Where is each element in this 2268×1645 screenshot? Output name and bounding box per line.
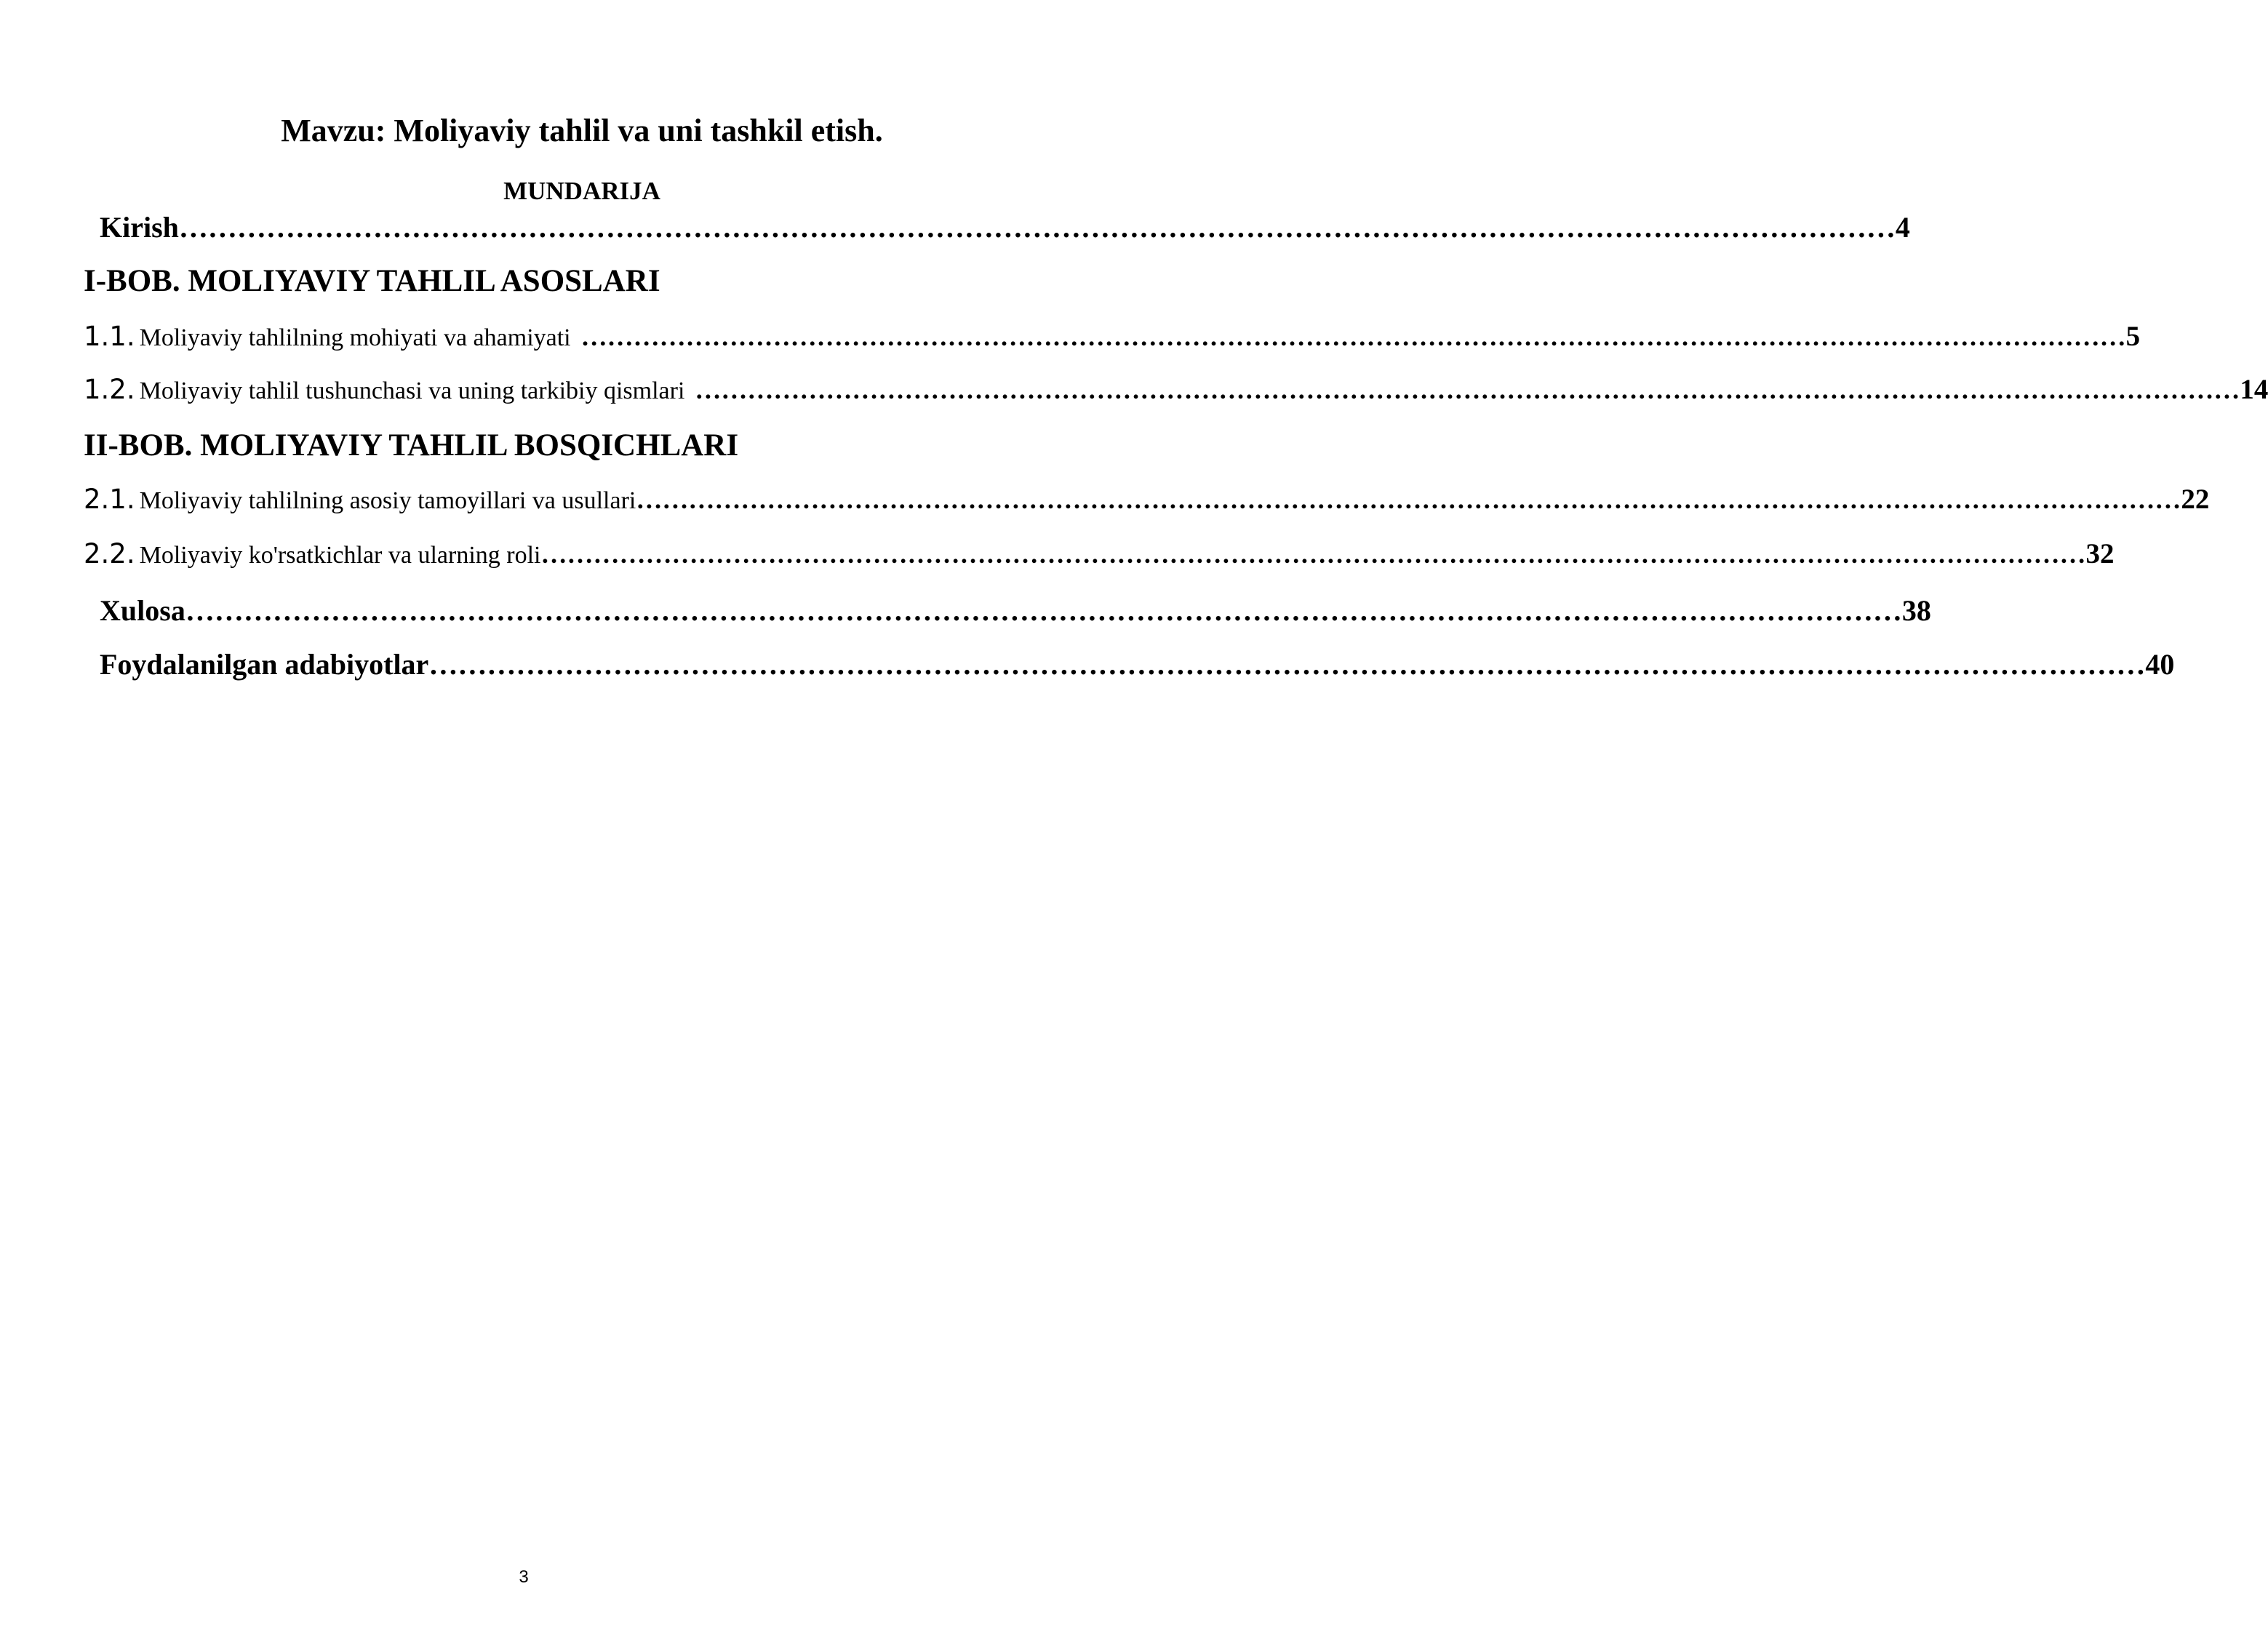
toc-entry-page: 32 (2085, 538, 2115, 569)
toc-entry-label: Kirish (100, 211, 179, 244)
toc-entry-page: 38 (1901, 594, 1931, 627)
toc-leader-dots: …………………………………………………………………………………………………………………………………………………………… (580, 322, 2126, 351)
page-number: 3 (519, 1567, 529, 1587)
toc-entry-2-2[interactable] (84, 536, 2115, 574)
toc-entry-1-1[interactable] (84, 319, 2141, 356)
toc-chapter-1[interactable] (84, 260, 957, 303)
toc-entry-page: 22 (2181, 484, 2210, 515)
toc-entry-adabiyotlar[interactable] (100, 644, 2175, 685)
toc-leader-dots: …………………………………………………………………………………………………………………………………………………………… (428, 648, 2146, 681)
document-title: Mavzu: Moliyaviy tahlil va uni tashkil etish. (281, 113, 883, 148)
toc-entry-label: Xulosa (100, 594, 185, 627)
toc-chapter-label: II-BOB. MOLIYAVIY TAHLIL BOSQICHLARI (84, 428, 739, 463)
toc-entry-number: 1.1. (84, 321, 135, 352)
toc-entry-page: 14 (2240, 374, 2268, 405)
toc-leader-dots: …………………………………………………………………………………………………………………………………………………………… (540, 540, 2086, 569)
toc-leader-dots: …………………………………………………………………………………………………………………………………………………………… (695, 375, 2240, 404)
toc-chapter-label: I-BOB. MOLIYAVIY TAHLIL ASOSLARI (84, 264, 660, 298)
toc-heading: MUNDARIJA (503, 177, 660, 205)
toc-leader-dots: …………………………………………………………………………………………………………………………………………………………… (178, 211, 1896, 244)
toc-leader-dots: …………………………………………………………………………………………………………………………………………………………… (185, 594, 1902, 627)
toc-entry-kirish[interactable] (100, 207, 1910, 248)
toc-entry-number: 2.2. (84, 538, 135, 569)
toc-entry-number: 2.1. (84, 484, 135, 515)
toc-entry-label: Moliyaviy tahlil tushunchasi va uning tarkibiy qismlari (139, 377, 685, 404)
toc-entry-label: Moliyaviy tahlilning asosiy tamoyillari va usullari (139, 487, 636, 514)
toc-entry-label: Moliyaviy ko'rsatkichlar va ularning roli (139, 542, 541, 569)
toc-entry-label: Moliyaviy tahlilning mohiyati va ahamiyati (139, 324, 571, 351)
toc-entry-page: 4 (1895, 211, 1910, 244)
toc-leader-dots: …………………………………………………………………………………………………………………………………………………………… (636, 485, 2181, 514)
toc-entry-2-1[interactable] (84, 481, 2210, 519)
toc-entry-1-2[interactable] (84, 372, 2268, 409)
toc-entry-page: 5 (2125, 321, 2141, 352)
toc-entry-number: 1.2. (84, 374, 135, 405)
toc-entry-xulosa[interactable] (100, 591, 1931, 631)
toc-entry-page: 40 (2145, 648, 2175, 681)
toc-chapter-2[interactable] (84, 424, 1029, 468)
toc-entry-label: Foydalanilgan adabiyotlar (100, 648, 429, 681)
